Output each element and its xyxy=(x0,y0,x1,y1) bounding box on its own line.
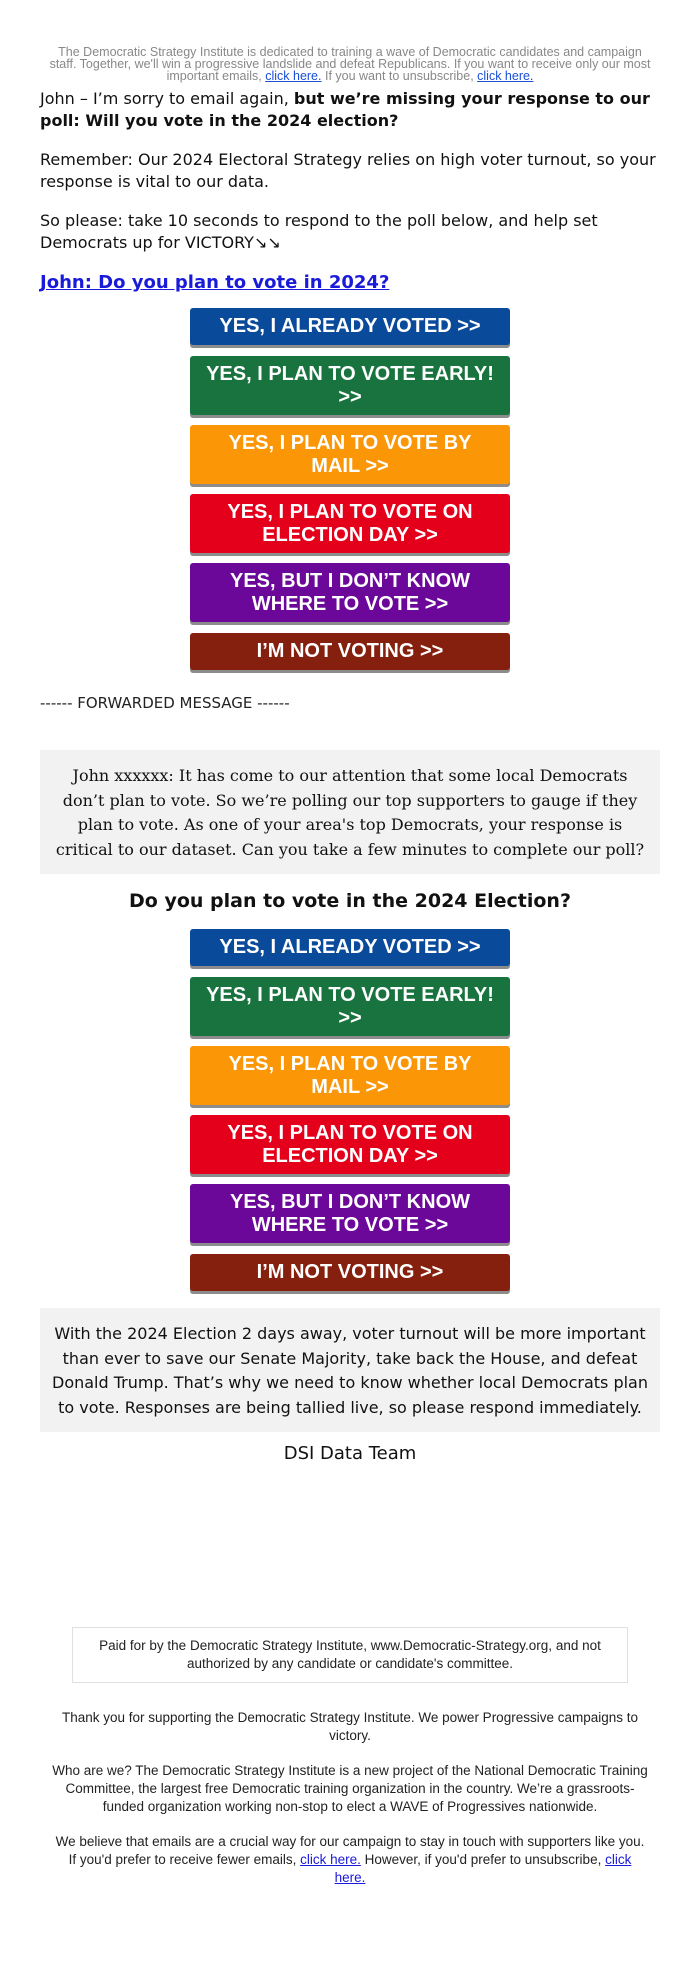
preheader-text: The Democratic Strategy Institute is dedicated to training a wave of Democratic candidates and campaign staff. Together, we'll win a progressive landslide and defeat Republicans. If you want to receive only our most important emails, xyxy=(49,45,651,83)
question-heading: Do you plan to vote in the 2024 Election? xyxy=(129,890,571,912)
footer-emails-text: We believe that emails are a crucial way for our campaign to stay in touch with supporters like you. If you'd prefer to receive fewer emails, xyxy=(55,1834,645,1867)
vote-early-button[interactable]: YES, I PLAN TO VOTE EARLY! >> xyxy=(190,356,510,415)
footer-emails-text-2: However, if you'd prefer to unsubscribe, xyxy=(360,1852,606,1867)
not-voting-button[interactable]: I’M NOT VOTING >> xyxy=(190,1254,510,1291)
not-voting-button[interactable]: I’M NOT VOTING >> xyxy=(190,633,510,670)
vote-election-day-button[interactable]: YES, I PLAN TO VOTE ON ELECTION DAY >> xyxy=(190,494,510,553)
footer-emails-note xyxy=(52,1833,648,1887)
paid-for-disclaimer: Paid for by the Democratic Strategy Institute, www.Democratic-Strategy.org, and not authorized by any candidate or candidate's committee. xyxy=(72,1627,628,1683)
fewer-emails-link[interactable]: click here. xyxy=(300,1852,361,1867)
urgency-message-box: With the 2024 Election 2 days away, voter turnout will be more important than ever to save our Senate Majority, take back the House, and defeat Donald Trump. That’s why we need to know whether local Democrats plan to vote. Responses are being tallied live, so please respond immediately. xyxy=(40,1308,660,1432)
intro-paragraph xyxy=(40,88,660,132)
footer-who-are-we: Who are we? The Democratic Strategy Institute is a new project of the National Democratic Training Committee, the largest free Democratic training organization in the country. We’re a grassroots-funded organization working non-stop to elect a WAVE of Progressives nationwide. xyxy=(52,1763,648,1814)
vote-election-day-button[interactable]: YES, I PLAN TO VOTE ON ELECTION DAY >> xyxy=(190,1115,510,1174)
forwarded-message-box: John xxxxxx: It has come to our attention that some local Democrats don’t plan to vote. So we’re polling our top supporters to gauge if they plan to vote. As one of your area's top Democrats, your response is critical to our dataset. Can you take a few minutes to complete our poll? xyxy=(40,750,660,874)
intro-normal: John – I’m sorry to email again, xyxy=(40,89,294,108)
please-paragraph: So please: take 10 seconds to respond to the poll below, and help set Democrats up for VICTORY↘↘ xyxy=(40,211,598,252)
intro-bold: but we’re missing your response to our poll: Will you vote in the 2024 election? xyxy=(40,89,650,130)
already-voted-button[interactable]: YES, I ALREADY VOTED >> xyxy=(190,308,510,345)
email-body xyxy=(40,46,660,1887)
unsubscribe-link[interactable]: click here. xyxy=(477,69,534,83)
vote-by-mail-button[interactable]: YES, I PLAN TO VOTE BY MAIL >> xyxy=(190,1046,510,1105)
vote-by-mail-button[interactable]: YES, I PLAN TO VOTE BY MAIL >> xyxy=(190,425,510,484)
already-voted-button[interactable]: YES, I ALREADY VOTED >> xyxy=(190,929,510,966)
vote-early-button[interactable]: YES, I PLAN TO VOTE EARLY! >> xyxy=(190,977,510,1036)
footer-unsubscribe-link[interactable]: click here. xyxy=(334,1852,632,1885)
dont-know-where-button[interactable]: YES, BUT I DON’T KNOW WHERE TO VOTE >> xyxy=(190,563,510,622)
forwarded-divider: ------ FORWARDED MESSAGE ------ xyxy=(40,694,290,712)
signature: DSI Data Team xyxy=(283,1443,417,1464)
preheader xyxy=(40,46,660,82)
poll-link[interactable]: John: Do you plan to vote in 2024? xyxy=(40,272,390,293)
footer-thanks: Thank you for supporting the Democratic Strategy Institute. We power Progressive campaigns to victory. xyxy=(61,1710,639,1743)
poll-buttons-bottom xyxy=(190,929,510,1291)
important-emails-link[interactable]: click here. xyxy=(265,69,322,83)
preheader-text-2: If you want to unsubscribe, xyxy=(321,69,478,83)
poll-buttons-top xyxy=(190,308,510,670)
dont-know-where-button[interactable]: YES, BUT I DON’T KNOW WHERE TO VOTE >> xyxy=(190,1184,510,1243)
remember-paragraph: Remember: Our 2024 Electoral Strategy relies on high voter turnout, so your response is vital to our data. xyxy=(40,150,656,191)
